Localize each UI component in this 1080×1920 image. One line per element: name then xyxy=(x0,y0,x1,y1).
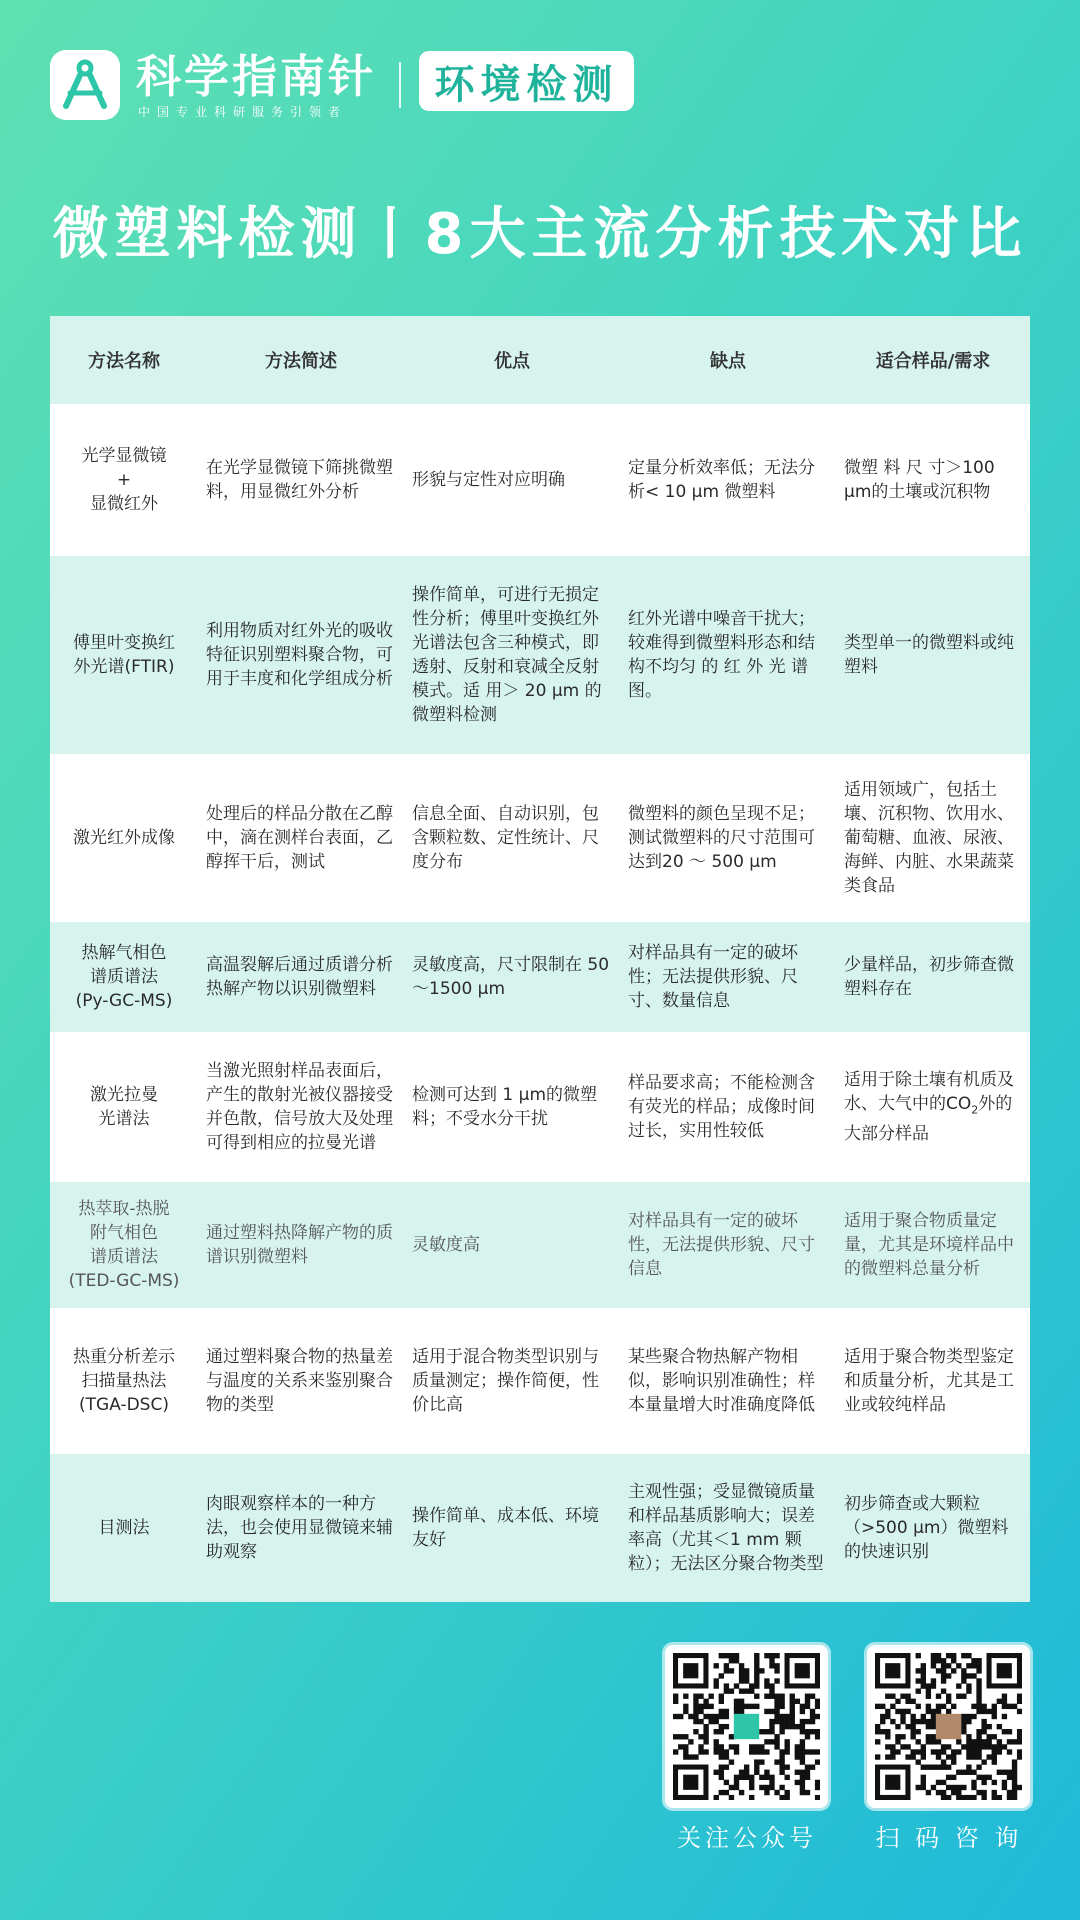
cell-pros: 操作简单，可进行无损定性分析；傅里叶变换红外光谱法包含三种模式，即透射、反射和衰减全反射模式。适 用＞ 20 μm 的微塑料检测 xyxy=(404,556,620,754)
name-line: (TGA-DSC) xyxy=(79,1395,169,1415)
cell-pros: 检测可达到 1 μm的微塑料；不受水分干扰 xyxy=(404,1032,620,1182)
cell-suitable: 适用于聚合物类型鉴定和质量分析，尤其是工业或较纯样品 xyxy=(836,1308,1030,1454)
name-line: 激光红外成像 xyxy=(73,828,175,848)
table-row xyxy=(50,1032,1030,1182)
name-line: 附气相色 xyxy=(90,1223,158,1243)
brand-name: 科学指南针 xyxy=(136,50,377,103)
comparison-table xyxy=(50,316,1030,1602)
cell-suitable: 类型单一的微塑料或纯塑料 xyxy=(836,556,1030,754)
qr-code-icon xyxy=(673,1653,820,1800)
cell-description: 肉眼观察样本的一种方法，也会使用显微镜来辅助观察 xyxy=(198,1454,404,1602)
name-line: (Py-GC-MS) xyxy=(75,991,173,1011)
page-title: 微塑料检测丨8大主流分析技术对比 xyxy=(52,202,1028,267)
cell-description: 处理后的样品分散在乙醇中，滴在测样台表面，乙醇挥干后，测试 xyxy=(198,754,404,922)
cell-cons: 样品要求高；不能检测含有荧光的样品；成像时间过长，实用性较低 xyxy=(620,1032,836,1182)
name-line: 目测法 xyxy=(98,1518,150,1538)
header-cons: 缺点 xyxy=(620,316,836,404)
cell-pros: 灵敏度高，尺寸限制在 50 ～1500 μm xyxy=(404,922,620,1032)
name-line: 热解气相色 xyxy=(81,943,167,963)
table-row xyxy=(50,1454,1030,1602)
name-line: (TED-GC-MS) xyxy=(68,1271,180,1291)
brand-logo xyxy=(50,50,120,120)
cell-cons: 某些聚合物热解产物相似，影响识别准确性；样本量量增大时准确度降低 xyxy=(620,1308,836,1454)
table-header-row xyxy=(50,316,1030,404)
header-method-description: 方法简述 xyxy=(198,316,404,404)
qr-left-label: 关注公众号 xyxy=(677,1824,817,1852)
cell-method-name xyxy=(50,922,198,1032)
cell-pros: 操作简单、成本低、环境友好 xyxy=(404,1454,620,1602)
table-row xyxy=(50,1182,1030,1308)
cell-description: 利用物质对红外光的吸收特征识别塑料聚合物，可用于丰度和化学组成分析 xyxy=(198,556,404,754)
name-line: 光谱法 xyxy=(98,1109,150,1129)
cell-pros: 适用于混合物类型识别与质量测定；操作简便，性价比高 xyxy=(404,1308,620,1454)
header-pros: 优点 xyxy=(404,316,620,404)
header-method-name: 方法名称 xyxy=(50,316,198,404)
qr-code-follow[interactable] xyxy=(665,1645,828,1808)
name-line: 外光谱(FTIR) xyxy=(73,657,175,677)
name-line: 谱质谱法 xyxy=(90,967,158,987)
name-line: 激光拉曼 xyxy=(90,1085,158,1105)
cell-method-name xyxy=(50,1454,198,1602)
cell-pros: 形貌与定性对应明确 xyxy=(404,404,620,556)
name-line: 谱质谱法 xyxy=(90,1247,158,1267)
brand-tagline: 中国专业科研服务引领者 xyxy=(138,105,348,119)
cell-description: 通过塑料聚合物的热量差与温度的关系来鉴别聚合物的类型 xyxy=(198,1308,404,1454)
cell-description: 在光学显微镜下筛挑微塑料，用显微红外分析 xyxy=(198,404,404,556)
table-row xyxy=(50,404,1030,556)
cell-method-name xyxy=(50,404,198,556)
name-line: 热重分析差示 xyxy=(73,1347,175,1367)
cell-cons: 对样品具有一定的破坏性，无法提供形貌、尺寸信息 xyxy=(620,1182,836,1308)
qr-code-icon xyxy=(875,1653,1022,1800)
table-row xyxy=(50,754,1030,922)
name-line: 热萃取-热脱 xyxy=(78,1199,170,1219)
table-row xyxy=(50,556,1030,754)
cell-cons: 红外光谱中噪音干扰大；较难得到微塑料形态和结构不均匀 的 红 外 光 谱 图。 xyxy=(620,556,836,754)
name-line: 扫描量热法 xyxy=(81,1371,167,1391)
cell-method-name xyxy=(50,754,198,922)
qr-right-label: 扫 码 咨 询 xyxy=(875,1824,1023,1852)
name-line: 傅里叶变换红 xyxy=(73,633,175,653)
cell-suitable: 适用领域广，包括土壤、沉积物、饮用水、葡萄糖、血液、尿液、海鲜、内脏、水果蔬菜类食品 xyxy=(836,754,1030,922)
name-line: 光学显微镜 xyxy=(81,446,167,466)
header-divider xyxy=(399,62,401,108)
cell-pros: 信息全面、自动识别，包 含颗粒数、定性统计、尺度分布 xyxy=(404,754,620,922)
cell-cons: 对样品具有一定的破坏性；无法提供形貌、尺寸、数量信息 xyxy=(620,922,836,1032)
cell-description: 通过塑料热降解产物的质谱识别微塑料 xyxy=(198,1182,404,1308)
cell-method-name xyxy=(50,1182,198,1308)
cell-cons: 定量分析效率低；无法分析< 10 μm 微塑料 xyxy=(620,404,836,556)
cell-suitable xyxy=(836,1032,1030,1182)
cell-cons: 主观性强；受显微镜质量和样品基质影响大；误差率高（尤其＜1 mm 颗粒）；无法区分聚合物类型 xyxy=(620,1454,836,1602)
header xyxy=(50,48,1040,158)
cell-pros: 灵敏度高 xyxy=(404,1182,620,1308)
cell-suitable: 少量样品，初步筛查微塑料存在 xyxy=(836,922,1030,1032)
name-line: + xyxy=(116,470,132,490)
cell-method-name xyxy=(50,1032,198,1182)
table-row xyxy=(50,922,1030,1032)
table-row xyxy=(50,1308,1030,1454)
cell-method-name xyxy=(50,556,198,754)
cell-description: 当激光照射样品表面后，产生的散射光被仪器接受并色散，信号放大及处理可得到相应的拉曼光谱 xyxy=(198,1032,404,1182)
suitable-text: 外的大部分样品 xyxy=(844,1093,1013,1145)
cell-description: 高温裂解后通过质谱分析热解产物以识别微塑料 xyxy=(198,922,404,1032)
cell-cons: 微塑料的颜色呈现不足；测试微塑料的尺寸范围可达到20 ～ 500 μm xyxy=(620,754,836,922)
category-badge: 环境检测 xyxy=(419,51,634,111)
suitable-text: 适用于除土壤有机质及水、大气中的CO xyxy=(844,1069,1014,1114)
header-suitable: 适合样品/需求 xyxy=(836,316,1030,404)
qr-code-consult[interactable] xyxy=(867,1645,1030,1808)
name-line: 显微红外 xyxy=(90,494,158,514)
subscript-2: 2 xyxy=(971,1103,979,1117)
cell-method-name xyxy=(50,1308,198,1454)
cell-suitable: 适用于聚合物质量定量，尤其是环境样品中的微塑料总量分析 xyxy=(836,1182,1030,1308)
cell-suitable: 微塑 料 尺 寸＞100 μm的土壤或沉积物 xyxy=(836,404,1030,556)
compass-a-icon xyxy=(60,59,110,111)
cell-suitable: 初步筛查或大颗粒（>500 μm）微塑料的快速识别 xyxy=(836,1454,1030,1602)
